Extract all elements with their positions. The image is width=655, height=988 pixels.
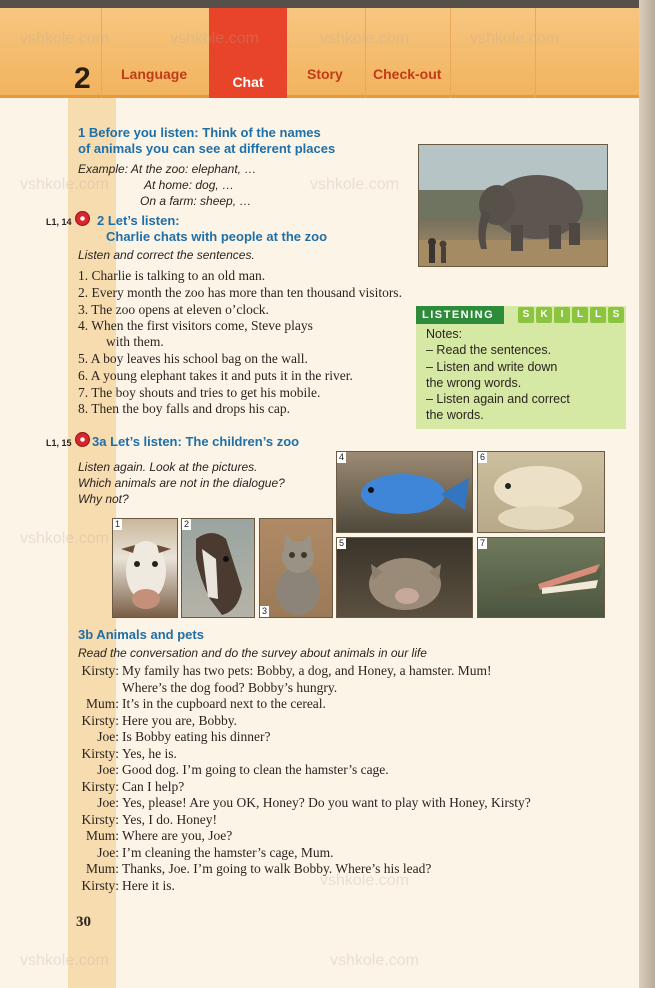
pig-photo	[336, 537, 473, 618]
dialogue-line	[78, 746, 618, 763]
line-text: Here you are, Bobby.	[122, 712, 237, 728]
photo-label: 2	[184, 519, 190, 529]
task1-example-2: At home: dog, …	[144, 178, 235, 192]
notes-line: the words.	[426, 408, 484, 423]
speaker: Joe:	[97, 729, 119, 744]
cat-photo	[259, 518, 333, 618]
speaker: Joe:	[97, 844, 119, 860]
sheep-photo	[477, 451, 605, 533]
line-text: It’s in the cupboard next to the cereal.	[122, 696, 326, 711]
speaker	[78, 680, 122, 697]
watermark: vshkole.com	[20, 30, 109, 47]
watermark: vshkole.com	[20, 952, 109, 969]
speaker: Kirsty:	[81, 811, 119, 827]
unit-number: 2	[74, 62, 91, 95]
task2-sentence-7: 7. The boy shouts and tries to get his mobile.	[78, 385, 321, 400]
speaker: Joe:	[97, 762, 119, 777]
dialogue-line	[78, 795, 618, 812]
line-text: Can I help?	[122, 778, 185, 794]
tab-chat-label: Chat	[232, 74, 264, 90]
task2-title-line2: Charlie chats with people at the zoo	[106, 229, 328, 244]
speaker: Mum:	[85, 861, 119, 876]
skills-letter: I	[554, 307, 570, 323]
listening-label: LISTENING	[416, 306, 504, 324]
dialogue-line	[78, 845, 618, 862]
speaker: Kirsty:	[81, 877, 119, 893]
line-text: Yes, I do. Honey!	[122, 811, 218, 827]
speaker: Kirsty:	[81, 745, 119, 761]
watermark: vshkole.com	[320, 872, 409, 889]
line-text: Yes, he is.	[122, 745, 177, 761]
skills-notes	[426, 326, 622, 424]
dialogue-line	[78, 713, 618, 730]
task2-title-line1: 2 Let’s listen:	[97, 213, 180, 228]
task2-sentence-6: 6. A young elephant takes it and puts it in the river.	[78, 368, 353, 383]
speaker: Kirsty:	[81, 663, 119, 678]
line-text: Good dog. I’m going to clean the hamster’s cage.	[122, 762, 389, 777]
task2-instruction: Listen and correct the sentences.	[78, 248, 255, 262]
elephant-photo	[418, 144, 608, 267]
dialogue-line	[78, 729, 618, 746]
watermark: vshkole.com	[310, 176, 399, 193]
speaker: Kirsty:	[81, 712, 119, 728]
watermark: vshkole.com	[320, 30, 409, 47]
task3a-title: 3a Let’s listen: The children’s zoo	[92, 434, 300, 449]
task2-sentence-4: 4. When the first visitors come, Steve plays	[78, 318, 313, 333]
task2-sentence-5: 5. A boy leaves his school bag on the wall.	[78, 351, 308, 366]
dialogue-line	[78, 812, 618, 829]
dialogue-line	[78, 696, 618, 713]
task2-audio-ref: L1, 14	[46, 217, 72, 227]
unit-header	[0, 8, 639, 98]
dialogue-line	[78, 779, 618, 796]
line-text: Where’s the dog food? Bobby’s hungry.	[122, 679, 338, 695]
task1-example-3: On a farm: sheep, …	[140, 194, 252, 208]
horse-photo	[181, 518, 255, 618]
task3b-title: 3b Animals and pets	[78, 627, 204, 642]
watermark: vshkole.com	[170, 30, 259, 47]
notes-line: the wrong words.	[426, 375, 522, 390]
cow-photo	[112, 518, 178, 618]
photo-label: 5	[339, 538, 345, 548]
dialogue-line	[78, 762, 618, 779]
task3a-audio-ref: L1, 15	[46, 438, 72, 448]
notes-line: – Listen and write down	[426, 359, 558, 374]
skills-letter: L	[590, 307, 606, 323]
watermark: vshkole.com	[20, 530, 109, 547]
elephant-illustration	[419, 145, 608, 267]
notes-line: – Read the sentences.	[426, 343, 552, 358]
dialogue-line	[78, 861, 618, 878]
speaker: Mum:	[85, 828, 119, 843]
dialogue-line	[78, 663, 618, 680]
task3a-instruction-1: Listen again. Look at the pictures.	[78, 460, 258, 474]
speaker: Joe:	[97, 795, 119, 810]
dialogue-line	[78, 878, 618, 895]
dialogue-line	[78, 828, 618, 845]
speaker: Mum:	[85, 696, 119, 711]
line-text: Thanks, Joe. I’m going to walk Bobby. Where’s his lead?	[122, 861, 432, 876]
crocodile-photo	[477, 537, 605, 618]
notes-line: – Listen again and correct	[426, 392, 570, 407]
photo-label: 6	[480, 452, 486, 462]
pets-dialogue	[78, 663, 618, 894]
line-text: Where are you, Joe?	[122, 828, 233, 843]
task2-sentence-1: 1. Charlie is talking to an old man.	[78, 268, 266, 283]
top-bar	[0, 0, 639, 8]
task3a-instruction-3: Why not?	[78, 492, 129, 506]
tab-chat[interactable]	[209, 8, 287, 98]
skills-letter: L	[572, 307, 588, 323]
watermark: vshkole.com	[470, 30, 559, 47]
tab-check-out[interactable]: Check-out	[373, 66, 442, 82]
line-text: Is Bobby eating his dinner?	[122, 729, 271, 744]
cd-audio-icon[interactable]	[75, 211, 90, 226]
cd-audio-icon[interactable]	[75, 432, 90, 447]
dialogue-line	[78, 680, 618, 697]
task2-sentence-8: 8. Then the boy falls and drops his cap.	[78, 401, 290, 416]
line-text: My family has two pets: Bobby, a dog, and Honey, a hamster. Mum!	[122, 663, 492, 678]
skills-letter: S	[608, 307, 624, 323]
skills-heading	[416, 306, 626, 324]
task3b-instruction: Read the conversation and do the survey about animals in our life	[78, 646, 427, 660]
skills-letter: K	[536, 307, 552, 323]
task1-title-line1: 1 Before you listen: Think of the names	[78, 125, 321, 140]
watermark: vshkole.com	[20, 176, 109, 193]
task3a-instruction-2: Which animals are not in the dialogue?	[78, 476, 285, 490]
photo-label: 7	[480, 538, 486, 548]
photo-label: 4	[339, 452, 345, 462]
photo-label: 3	[262, 606, 268, 616]
tab-language[interactable]: Language	[121, 66, 188, 82]
line-text: I’m cleaning the hamster’s cage, Mum.	[122, 844, 334, 860]
task2-sentence-2: 2. Every month the zoo has more than ten thousand visitors.	[78, 285, 402, 300]
task2-sentence-3: 3. The zoo opens at eleven o’clock.	[78, 302, 269, 317]
watermark: vshkole.com	[330, 952, 419, 969]
photo-label: 1	[115, 519, 121, 529]
task2-sentence-4b: with them.	[106, 334, 164, 349]
line-text: Yes, please! Are you OK, Honey? Do you want to play with Honey, Kirsty?	[122, 795, 531, 810]
skills-letter: S	[518, 307, 534, 323]
tab-story[interactable]: Story	[307, 66, 343, 82]
notes-title: Notes:	[426, 327, 463, 341]
page-number: 30	[76, 914, 91, 930]
fish-photo	[336, 451, 473, 533]
page-edge	[639, 0, 655, 988]
task1-title-line2: of animals you can see at different places	[78, 141, 336, 156]
speaker: Kirsty:	[81, 778, 119, 794]
task1-example-1: Example: At the zoo: elephant, …	[78, 162, 257, 176]
line-text: Here it is.	[122, 877, 175, 893]
